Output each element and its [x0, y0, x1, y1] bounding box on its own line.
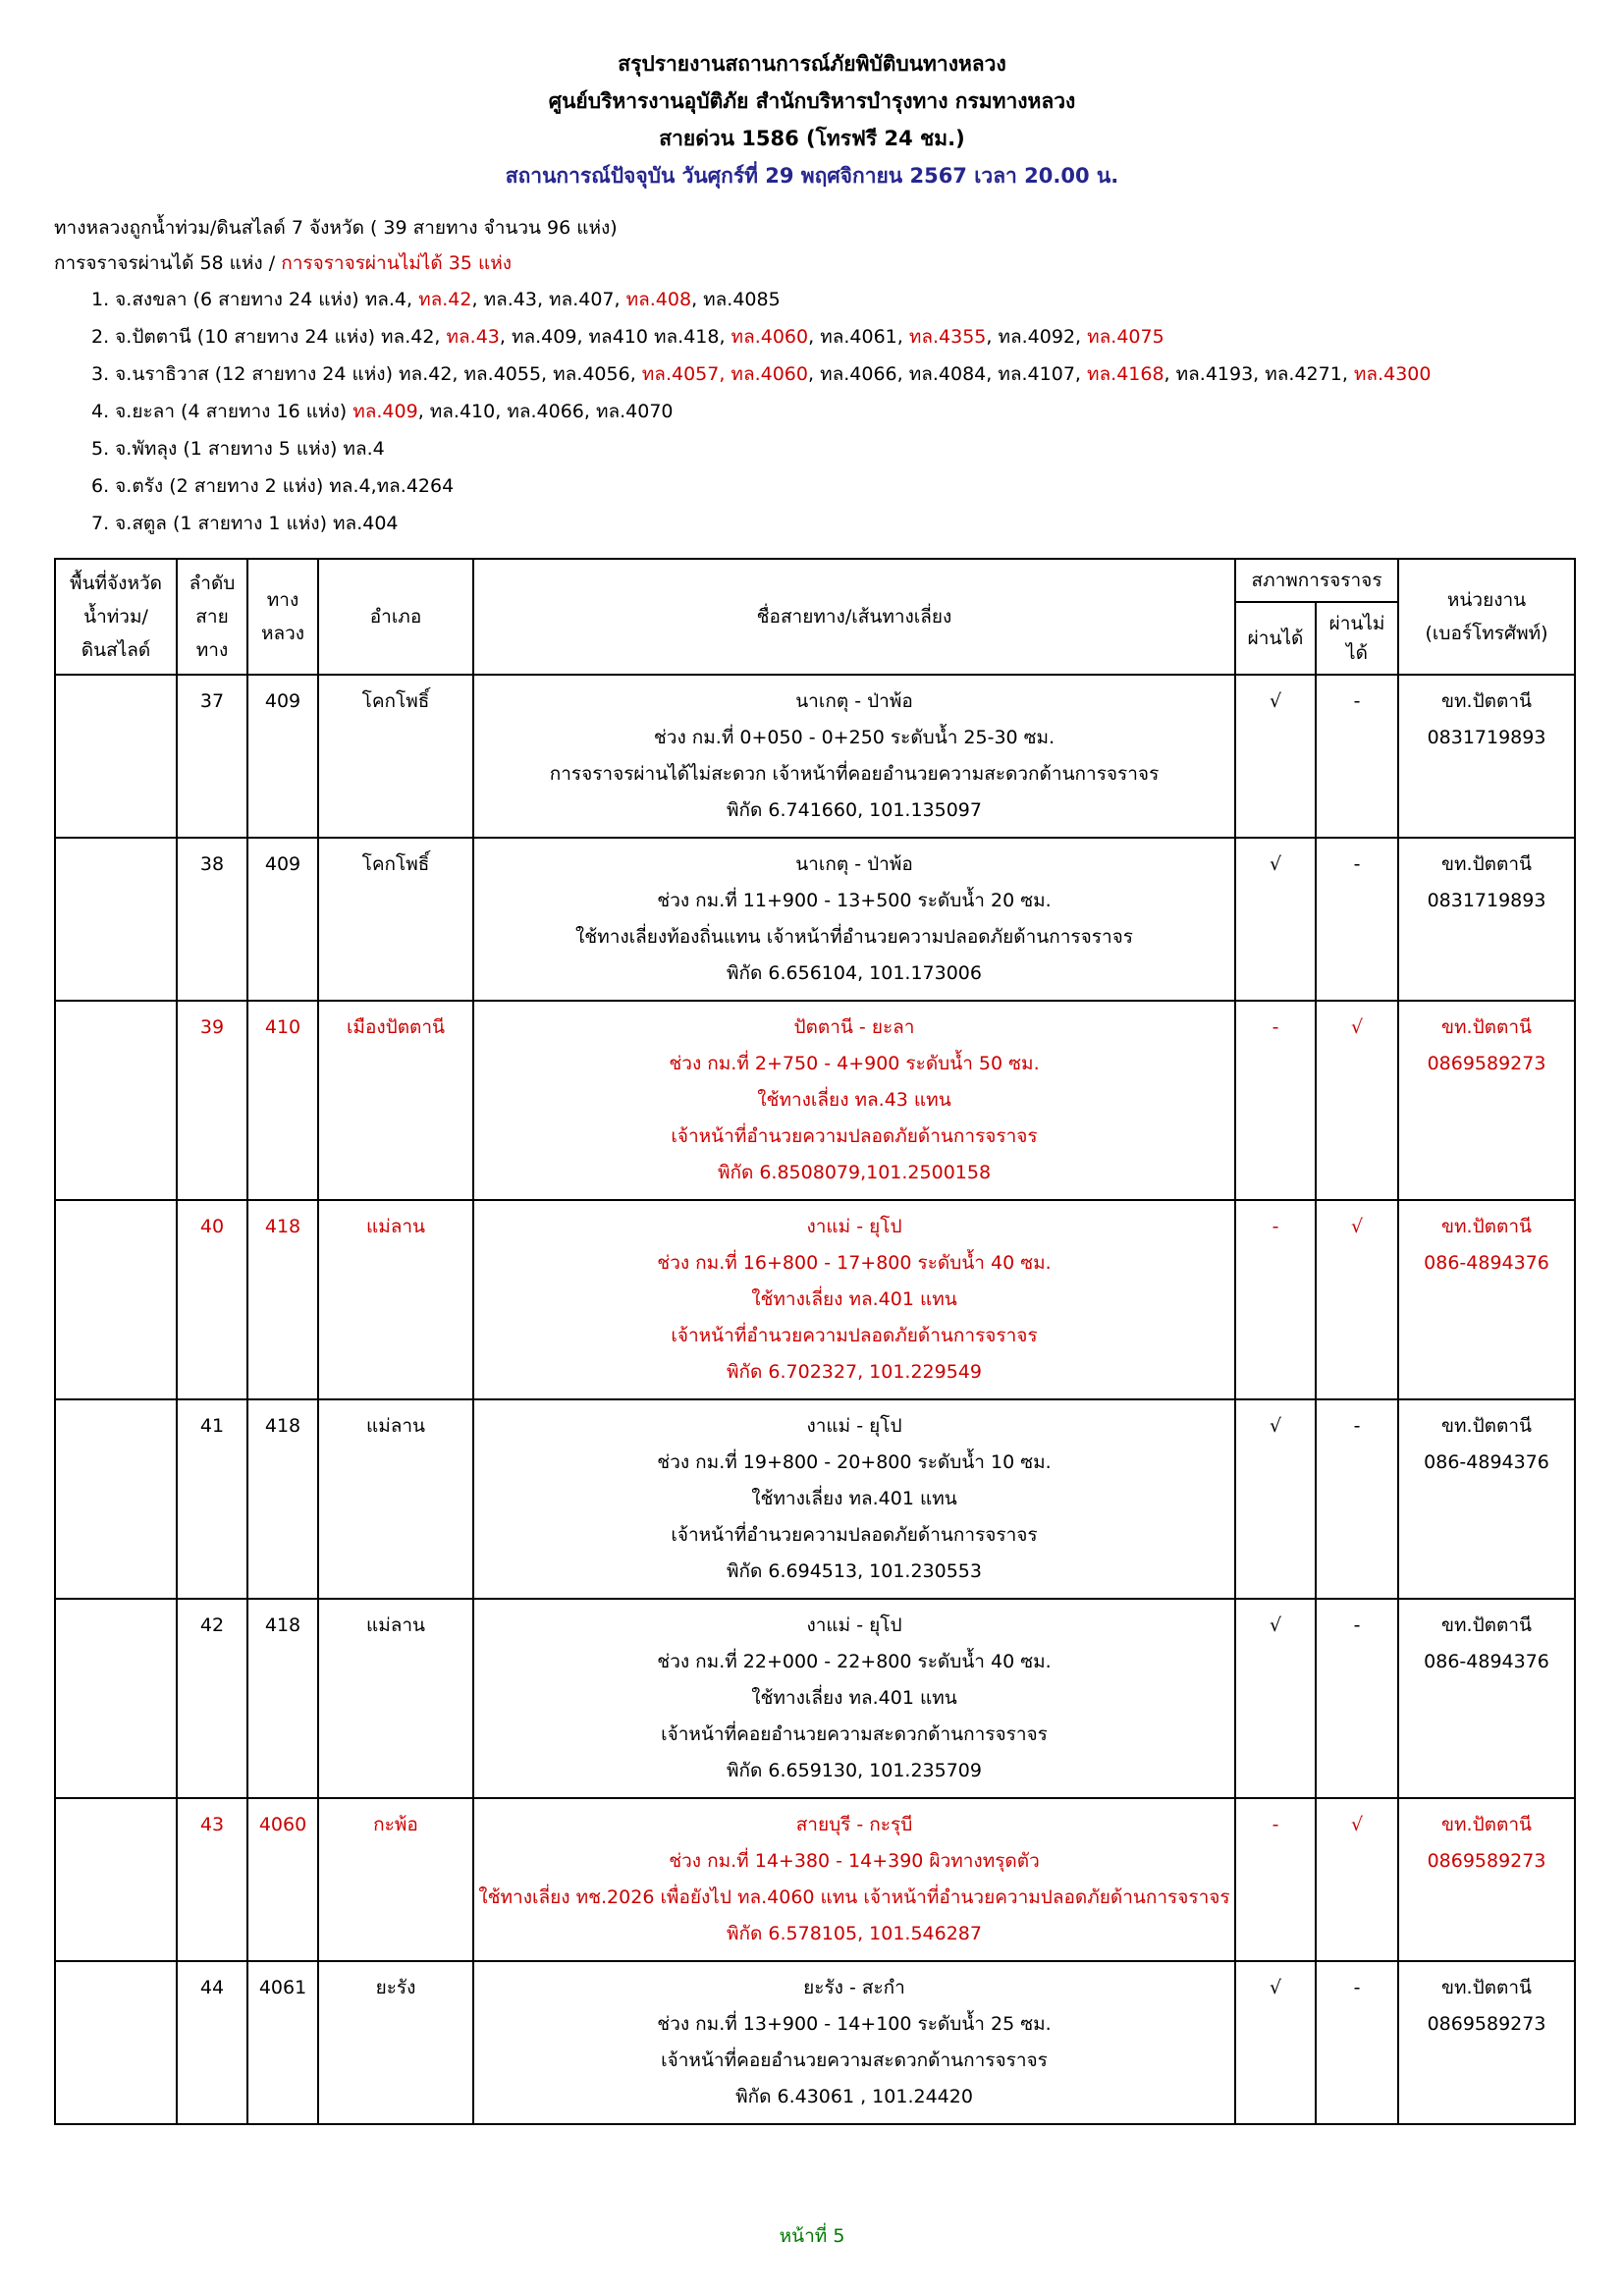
passable-mark-cell: √ [1235, 675, 1316, 838]
agency-cell: ขท.ปัตตานี 0831719893 [1398, 838, 1575, 1001]
route-segment: , ทล.409, ทล410 ทล.418, [499, 326, 731, 348]
highway-cell: 4061 [247, 1961, 318, 2124]
highway-cell: 4060 [247, 1798, 318, 1961]
province-item-yala [91, 393, 1624, 430]
route-segment: ทล.4168 [1086, 363, 1164, 385]
sequence-cell: 37 [177, 675, 247, 838]
flood-area-cell [55, 675, 177, 838]
highway-cell: 409 [247, 838, 318, 1001]
route-segment: 7. จ.สตูล (1 สายทาง 1 แห่ง) ทล.404 [91, 513, 399, 534]
route-segment: ทล.4057, ทล.4060 [641, 363, 808, 385]
agency-cell: ขท.ปัตตานี 086-4894376 [1398, 1200, 1575, 1399]
col-header-flood-area: พื้นที่จังหวัด น้ำท่วม/ ดินสไลด์ [55, 559, 177, 675]
sequence-cell: 43 [177, 1798, 247, 1961]
summary-line-flood: ทางหลวงถูกน้ำท่วม/ดินสไลด์ 7 จังหวัด ( 39 สายทาง จำนวน 96 แห่ง) [54, 217, 618, 239]
province-item-songkhla [91, 281, 1624, 318]
agency-cell: ขท.ปัตตานี 086-4894376 [1398, 1399, 1575, 1599]
table-row [55, 1599, 1575, 1798]
district-cell: ยะรัง [318, 1961, 473, 2124]
route-segment: ทล.408 [625, 289, 692, 310]
sequence-cell: 38 [177, 838, 247, 1001]
hotline-line: สายด่วน 1586 (โทรฟรี 24 ชม.) [659, 127, 965, 150]
route-detail-cell: สายบุรี - กะรุบี ช่วง กม.ที่ 14+380 - 14+390 ผิวทางทรุดตัว ใช้ทางเลี่ยง ทช.2026 เพื่อยังไป ทล.4060 แทน เจ้าหน้าที่อำนวยความปลอดภัยด้านการจราจร พิกัด 6.578105, 101.546287 [473, 1798, 1235, 1961]
agency-subtitle: ศูนย์บริหารงานอุบัติภัย สำนักบริหารบำรุงทาง กรมทางหลวง [548, 89, 1076, 113]
summary-section [54, 210, 1624, 542]
flood-area-cell [55, 1961, 177, 2124]
col-header-district: อำเภอ [318, 559, 473, 675]
table-row [55, 1798, 1575, 1961]
district-cell: แม่ลาน [318, 1399, 473, 1599]
route-detail-cell: งาแม่ - ยุโป ช่วง กม.ที่ 19+800 - 20+800 ระดับน้ำ 10 ซม. ใช้ทางเลี่ยง ทล.401 แทน เจ้าหน้าที่อำนวยความปลอดภัยด้านการจราจร พิกัด 6.694513, 101.230553 [473, 1399, 1235, 1599]
district-cell: กะพ้อ [318, 1798, 473, 1961]
col-header-route: ชื่อสายทาง/เส้นทางเลี่ยง [473, 559, 1235, 675]
sequence-cell: 41 [177, 1399, 247, 1599]
flood-area-cell [55, 1599, 177, 1798]
province-item-satun [91, 505, 1624, 542]
summary-line-traffic [54, 246, 1624, 281]
impassable-mark-cell: - [1316, 1599, 1398, 1798]
col-header-passable: ผ่านได้ [1235, 602, 1316, 675]
route-segment: , ทล.4092, [986, 326, 1088, 348]
district-cell: แม่ลาน [318, 1599, 473, 1798]
col-header-impassable: ผ่านไม่ได้ [1316, 602, 1398, 675]
route-segment: 5. จ.พัทลุง (1 สายทาง 5 แห่ง) ทล.4 [91, 438, 385, 460]
summary-impassable-text: การจราจรผ่านไม่ได้ 35 แห่ง [281, 252, 512, 274]
district-cell: แม่ลาน [318, 1200, 473, 1399]
impassable-mark-cell: √ [1316, 1798, 1398, 1961]
route-segment: 4. จ.ยะลา (4 สายทาง 16 แห่ง) [91, 401, 353, 422]
route-segment: ทล.409 [352, 401, 418, 422]
route-segment: 1. จ.สงขลา (6 สายทาง 24 แห่ง) ทล.4, [91, 289, 419, 310]
province-list [91, 281, 1624, 542]
agency-cell: ขท.ปัตตานี 0869589273 [1398, 1001, 1575, 1200]
route-detail-cell: งาแม่ - ยุโป ช่วง กม.ที่ 16+800 - 17+800 ระดับน้ำ 40 ซม. ใช้ทางเลี่ยง ทล.401 แทน เจ้าหน้าที่อำนวยความปลอดภัยด้านการจราจร พิกัด 6.702327, 101.229549 [473, 1200, 1235, 1399]
route-segment: 2. จ.ปัตตานี (10 สายทาง 24 แห่ง) ทล.42, [91, 326, 447, 348]
col-header-highway: ทาง หลวง [247, 559, 318, 675]
sequence-cell: 42 [177, 1599, 247, 1798]
agency-cell: ขท.ปัตตานี 0869589273 [1398, 1798, 1575, 1961]
route-segment: ทล.4060 [731, 326, 809, 348]
route-segment: , ทล.4193, ทล.4271, [1164, 363, 1354, 385]
sequence-cell: 40 [177, 1200, 247, 1399]
flood-area-cell [55, 1001, 177, 1200]
flood-area-cell [55, 1200, 177, 1399]
highway-cell: 409 [247, 675, 318, 838]
passable-mark-cell: - [1235, 1001, 1316, 1200]
route-segment: , ทล.4066, ทล.4084, ทล.4107, [807, 363, 1087, 385]
summary-passable-text: การจราจรผ่านได้ 58 แห่ง / [54, 252, 282, 274]
table-row [55, 675, 1575, 838]
route-detail-cell: ยะรัง - สะกำ ช่วง กม.ที่ 13+900 - 14+100 ระดับน้ำ 25 ซม. เจ้าหน้าที่คอยอำนวยความสะดวกด้านการจราจร พิกัด 6.43061 , 101.24420 [473, 1961, 1235, 2124]
highway-cell: 418 [247, 1200, 318, 1399]
agency-cell: ขท.ปัตตานี 0869589273 [1398, 1961, 1575, 2124]
report-title: สรุปรายงานสถานการณ์ภัยพิบัติบนทางหลวง [618, 52, 1006, 76]
route-segment: , ทล.4061, [808, 326, 909, 348]
route-segment: , ทล.43, ทล.407, [471, 289, 626, 310]
route-segment: 6. จ.ตรัง (2 สายทาง 2 แห่ง) ทล.4,ทล.4264 [91, 475, 455, 497]
passable-mark-cell: √ [1235, 1961, 1316, 2124]
document-header [0, 0, 1624, 194]
route-segment: ทล.42 [418, 289, 472, 310]
flood-area-cell [55, 1399, 177, 1599]
agency-cell: ขท.ปัตตานี 086-4894376 [1398, 1599, 1575, 1798]
highway-cell: 410 [247, 1001, 318, 1200]
col-header-sequence: ลำดับ สายทาง [177, 559, 247, 675]
route-segment: 3. จ.นราธิวาส (12 สายทาง 24 แห่ง) ทล.42, ทล.4055, ทล.4056, [91, 363, 642, 385]
province-item-pattani [91, 318, 1624, 355]
flood-area-cell [55, 838, 177, 1001]
province-item-narathiwat [91, 355, 1624, 393]
passable-mark-cell: - [1235, 1798, 1316, 1961]
highway-status-table [54, 558, 1576, 2125]
sequence-cell: 44 [177, 1961, 247, 2124]
route-segment: ทล.4300 [1353, 363, 1432, 385]
route-detail-cell: นาเกตุ - ป่าพ้อ ช่วง กม.ที่ 11+900 - 13+500 ระดับน้ำ 20 ซม. ใช้ทางเลี่ยงท้องถิ่นแทน เจ้าหน้าที่อำนวยความปลอดภัยด้านการจราจร พิกัด 6.656104, 101.173006 [473, 838, 1235, 1001]
agency-cell: ขท.ปัตตานี 0831719893 [1398, 675, 1575, 838]
table-row [55, 1961, 1575, 2124]
route-segment: , ทล.410, ทล.4066, ทล.4070 [417, 401, 674, 422]
route-segment: ทล.4355 [908, 326, 987, 348]
province-item-trang [91, 467, 1624, 505]
route-segment: ทล.4075 [1087, 326, 1164, 348]
status-datetime-line: สถานการณ์ปัจจุบัน วันศุกร์ที่ 29 พฤศจิกายน 2567 เวลา 20.00 น. [505, 164, 1119, 188]
page-number: หน้าที่ 5 [779, 2225, 845, 2247]
table-header-row-1 [55, 559, 1575, 602]
route-segment: ทล.43 [446, 326, 500, 348]
passable-mark-cell: - [1235, 1200, 1316, 1399]
highway-cell: 418 [247, 1399, 318, 1599]
district-cell: โคกโพธิ์ [318, 838, 473, 1001]
district-cell: เมืองปัตตานี [318, 1001, 473, 1200]
table-row [55, 838, 1575, 1001]
impassable-mark-cell: - [1316, 1961, 1398, 2124]
passable-mark-cell: √ [1235, 1599, 1316, 1798]
table-row [55, 1200, 1575, 1399]
impassable-mark-cell: - [1316, 1399, 1398, 1599]
route-detail-cell: ปัตตานี - ยะลา ช่วง กม.ที่ 2+750 - 4+900 ระดับน้ำ 50 ซม. ใช้ทางเลี่ยง ทล.43 แทน เจ้าหน้าที่อำนวยความปลอดภัยด้านการจราจร พิกัด 6.8508079,101.2500158 [473, 1001, 1235, 1200]
impassable-mark-cell: √ [1316, 1200, 1398, 1399]
col-header-agency: หน่วยงาน (เบอร์โทรศัพท์) [1398, 559, 1575, 675]
route-segment: , ทล.4085 [691, 289, 781, 310]
highway-cell: 418 [247, 1599, 318, 1798]
col-header-traffic-condition: สภาพการจราจร [1235, 559, 1398, 602]
impassable-mark-cell: √ [1316, 1001, 1398, 1200]
table-row [55, 1399, 1575, 1599]
province-item-phatthalung [91, 430, 1624, 467]
passable-mark-cell: √ [1235, 838, 1316, 1001]
flood-area-cell [55, 1798, 177, 1961]
district-cell: โคกโพธิ์ [318, 675, 473, 838]
passable-mark-cell: √ [1235, 1399, 1316, 1599]
table-row [55, 1001, 1575, 1200]
route-detail-cell: นาเกตุ - ป่าพ้อ ช่วง กม.ที่ 0+050 - 0+250 ระดับน้ำ 25-30 ซม. การจราจรผ่านได้ไม่สะดวก เจ้าหน้าที่คอยอำนวยความสะดวกด้านการจราจร พิกัด 6.741660, 101.135097 [473, 675, 1235, 838]
route-detail-cell: งาแม่ - ยุโป ช่วง กม.ที่ 22+000 - 22+800 ระดับน้ำ 40 ซม. ใช้ทางเลี่ยง ทล.401 แทน เจ้าหน้าที่คอยอำนวยความสะดวกด้านการจราจร พิกัด 6.659130, 101.235709 [473, 1599, 1235, 1798]
impassable-mark-cell: - [1316, 838, 1398, 1001]
impassable-mark-cell: - [1316, 675, 1398, 838]
sequence-cell: 39 [177, 1001, 247, 1200]
